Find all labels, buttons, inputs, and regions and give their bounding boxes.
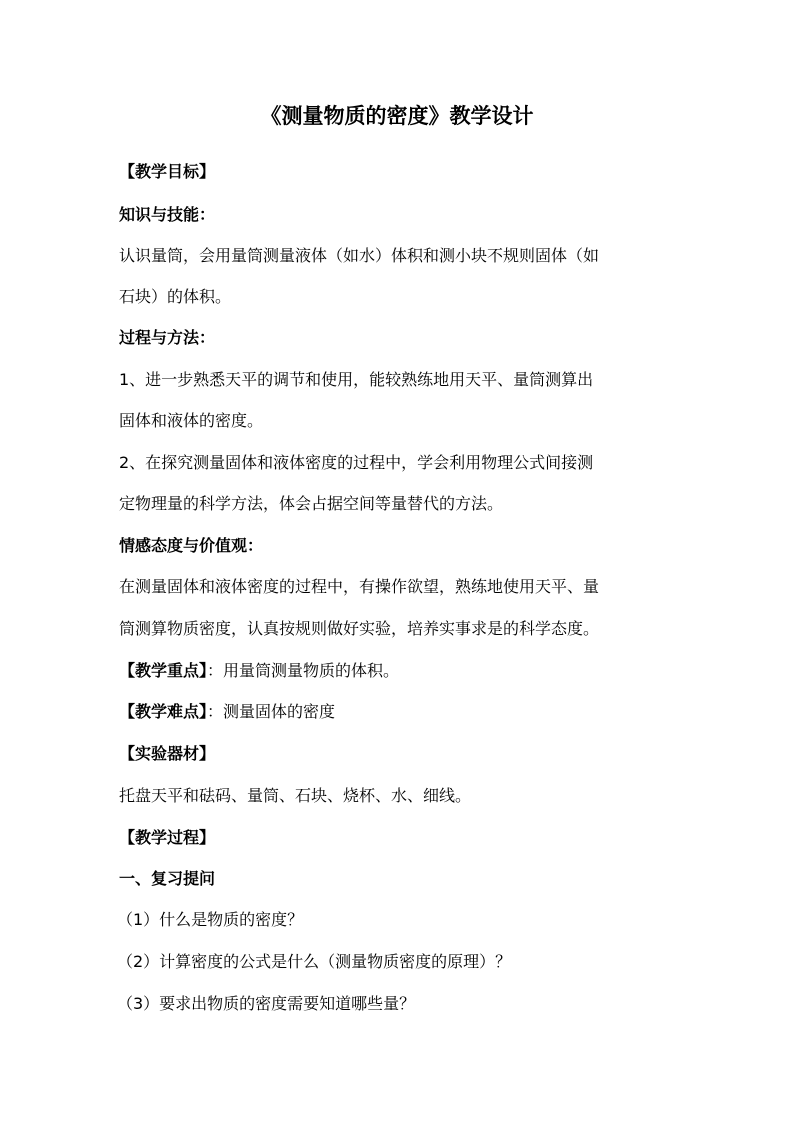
process-item-2-line-2: 定物理量的科学方法，体会占据空间等量替代的方法。 [119,494,504,513]
emotion-text-line-1: 在测量固体和液体密度的过程中，有操作欲望，熟练地使用天平、量 [119,577,600,596]
review-questions-heading: 一、复习提问 [119,869,216,888]
process-item-1-line-2: 固体和液体的密度。 [119,411,264,430]
emotion-values-heading: 情感态度与价值观： [119,536,264,555]
process-item-1-line-1: 1、进一步熟悉天平的调节和使用，能较熟练地用天平、量筒测算出 [119,370,594,389]
emotion-text-line-2: 筒测算物质密度，认真按规则做好实验，培养实事求是的科学态度。 [119,619,600,638]
process-item-2-line-1: 2、在探究测量固体和液体密度的过程中，学会利用物理公式间接测 [119,453,594,472]
knowledge-skills-heading: 知识与技能： [119,205,216,224]
review-question-1: （1）什么是物质的密度？ [117,910,304,929]
equipment-heading: 【实验器材】 [119,744,216,763]
difficulty-text: ：测量固体的密度 [207,702,336,721]
knowledge-text-line-1: 认识量筒，会用量筒测量液体（如水）体积和测小块不规则固体（如 [119,246,600,265]
difficulty-row [119,699,679,725]
teaching-process-heading: 【教学过程】 [119,828,216,847]
key-point-text: ：用量筒测量物质的体积。 [207,661,400,680]
difficulty-label: 【教学难点】 [119,702,208,721]
equipment-text: 托盘天平和砝码、量筒、石块、烧杯、水、细线。 [119,786,472,805]
knowledge-text-line-2: 石块）的体积。 [119,287,232,306]
process-methods-heading: 过程与方法： [119,328,216,347]
teaching-goals-heading: 【教学目标】 [119,162,216,181]
review-question-2: （2）计算密度的公式是什么（测量物质密度的原理）？ [117,952,512,971]
review-question-3: （3）要求出物质的密度需要知道哪些量？ [117,994,416,1013]
key-point-row [119,658,679,684]
document-title: 《测量物质的密度》教学设计 [260,104,534,128]
key-point-label: 【教学重点】 [119,661,208,680]
